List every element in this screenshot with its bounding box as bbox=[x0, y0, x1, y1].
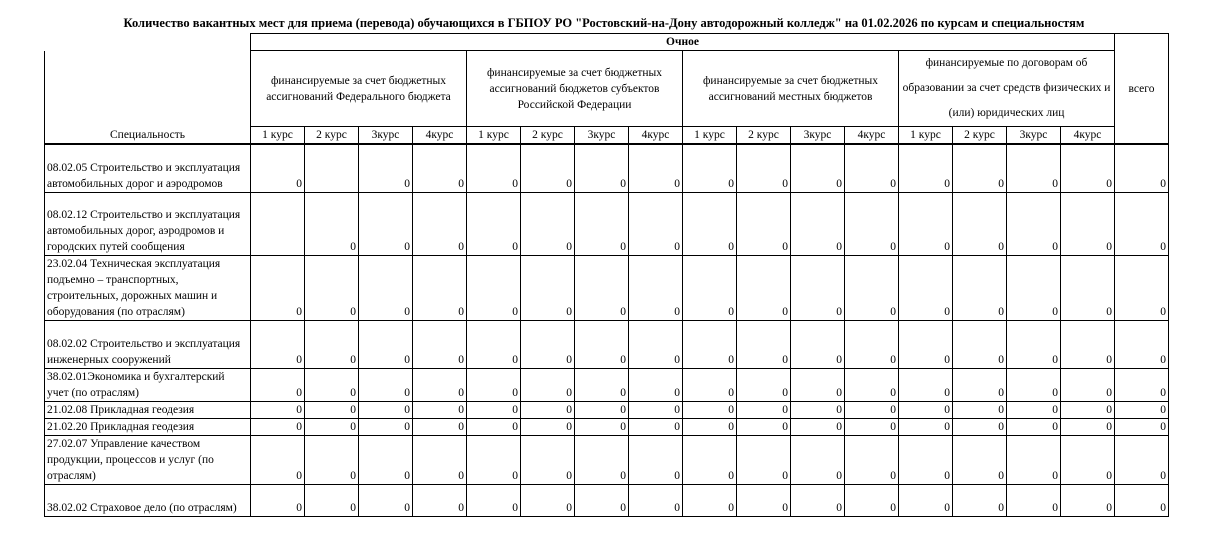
value-cell: 0 bbox=[575, 192, 629, 255]
value-cell: 0 bbox=[737, 192, 791, 255]
value-cell: 0 bbox=[899, 435, 953, 484]
value-cell: 0 bbox=[953, 418, 1007, 435]
value-cell: 0 bbox=[359, 144, 413, 192]
specialty-cell: 27.02.07 Управление качеством продукции, процессов и услуг (по отраслям) bbox=[45, 435, 251, 484]
value-cell: 0 bbox=[467, 192, 521, 255]
value-cell: 0 bbox=[845, 144, 899, 192]
value-cell: 0 bbox=[251, 418, 305, 435]
value-cell: 0 bbox=[305, 435, 359, 484]
value-cell: 0 bbox=[737, 368, 791, 401]
value-cell: 0 bbox=[629, 418, 683, 435]
course-header: 3курс bbox=[791, 127, 845, 145]
value-cell bbox=[251, 192, 305, 255]
group-contract: финансируемые по договорам об образовании за счет средств физических и (или) юридических лиц bbox=[899, 51, 1115, 127]
value-cell: 0 bbox=[467, 255, 521, 320]
value-cell: 0 bbox=[575, 435, 629, 484]
value-cell: 0 bbox=[359, 484, 413, 516]
value-cell: 0 bbox=[953, 320, 1007, 368]
total-cell: 0 bbox=[1115, 484, 1169, 516]
value-cell: 0 bbox=[1007, 144, 1061, 192]
table-row bbox=[45, 401, 1169, 418]
value-cell: 0 bbox=[845, 320, 899, 368]
value-cell: 0 bbox=[1061, 435, 1115, 484]
value-cell: 0 bbox=[899, 418, 953, 435]
group-federal: финансируемые за счет бюджетных ассигнований Федерального бюджета bbox=[251, 51, 467, 127]
course-header: 4курс bbox=[845, 127, 899, 145]
value-cell: 0 bbox=[305, 401, 359, 418]
value-cell: 0 bbox=[737, 418, 791, 435]
value-cell: 0 bbox=[791, 418, 845, 435]
value-cell: 0 bbox=[413, 192, 467, 255]
value-cell: 0 bbox=[359, 401, 413, 418]
value-cell: 0 bbox=[899, 192, 953, 255]
form-label: Очное bbox=[251, 34, 1115, 51]
value-cell: 0 bbox=[845, 368, 899, 401]
value-cell: 0 bbox=[413, 368, 467, 401]
value-cell: 0 bbox=[791, 144, 845, 192]
value-cell: 0 bbox=[953, 484, 1007, 516]
table-row bbox=[45, 255, 1169, 320]
table-row bbox=[45, 484, 1169, 516]
value-cell: 0 bbox=[251, 435, 305, 484]
value-cell: 0 bbox=[575, 368, 629, 401]
value-cell: 0 bbox=[629, 401, 683, 418]
value-cell: 0 bbox=[791, 255, 845, 320]
course-header: 3курс bbox=[359, 127, 413, 145]
value-cell: 0 bbox=[521, 435, 575, 484]
value-cell: 0 bbox=[629, 435, 683, 484]
value-cell: 0 bbox=[1007, 192, 1061, 255]
value-cell: 0 bbox=[1061, 418, 1115, 435]
value-cell: 0 bbox=[467, 484, 521, 516]
total-cell: 0 bbox=[1115, 435, 1169, 484]
value-cell: 0 bbox=[791, 435, 845, 484]
course-header: 2 курс bbox=[521, 127, 575, 145]
value-cell: 0 bbox=[575, 144, 629, 192]
value-cell: 0 bbox=[413, 144, 467, 192]
value-cell bbox=[305, 144, 359, 192]
total-cell: 0 bbox=[1115, 192, 1169, 255]
value-cell: 0 bbox=[629, 484, 683, 516]
course-header: 4курс bbox=[413, 127, 467, 145]
value-cell: 0 bbox=[845, 401, 899, 418]
specialty-cell: 23.02.04 Техническая эксплуатация подъемно – транспортных, строительных, дорожных машин и оборудования (по отраслям) bbox=[45, 255, 251, 320]
value-cell: 0 bbox=[1007, 368, 1061, 401]
value-cell: 0 bbox=[953, 255, 1007, 320]
value-cell: 0 bbox=[845, 418, 899, 435]
course-header: 2 курс bbox=[737, 127, 791, 145]
value-cell: 0 bbox=[791, 320, 845, 368]
value-cell: 0 bbox=[575, 320, 629, 368]
group-local: финансируемые за счет бюджетных ассигнований местных бюджетов bbox=[683, 51, 899, 127]
value-cell: 0 bbox=[1061, 368, 1115, 401]
value-cell: 0 bbox=[521, 320, 575, 368]
value-cell: 0 bbox=[1061, 484, 1115, 516]
table-row bbox=[45, 368, 1169, 401]
specialty-cell: 38.02.01Экономика и бухгалтерский учет (по отраслям) bbox=[45, 368, 251, 401]
value-cell: 0 bbox=[467, 320, 521, 368]
value-cell: 0 bbox=[359, 418, 413, 435]
value-cell: 0 bbox=[1061, 255, 1115, 320]
total-cell: 0 bbox=[1115, 368, 1169, 401]
specialty-cell: 08.02.12 Строительство и эксплуатация автомобильных дорог, аэродромов и городских путей сообщения bbox=[45, 192, 251, 255]
course-header: 2 курс bbox=[953, 127, 1007, 145]
value-cell: 0 bbox=[305, 320, 359, 368]
value-cell: 0 bbox=[791, 368, 845, 401]
value-cell: 0 bbox=[359, 435, 413, 484]
value-cell: 0 bbox=[845, 435, 899, 484]
value-cell: 0 bbox=[791, 192, 845, 255]
course-header: 4курс bbox=[629, 127, 683, 145]
value-cell: 0 bbox=[629, 368, 683, 401]
value-cell: 0 bbox=[953, 368, 1007, 401]
value-cell: 0 bbox=[413, 484, 467, 516]
value-cell: 0 bbox=[737, 401, 791, 418]
value-cell: 0 bbox=[1061, 401, 1115, 418]
value-cell: 0 bbox=[251, 401, 305, 418]
value-cell: 0 bbox=[683, 401, 737, 418]
value-cell: 0 bbox=[251, 320, 305, 368]
course-header: 1 курс bbox=[467, 127, 521, 145]
value-cell: 0 bbox=[305, 368, 359, 401]
value-cell: 0 bbox=[845, 192, 899, 255]
value-cell: 0 bbox=[683, 144, 737, 192]
value-cell: 0 bbox=[521, 418, 575, 435]
table-row bbox=[45, 320, 1169, 368]
value-cell: 0 bbox=[629, 144, 683, 192]
value-cell: 0 bbox=[467, 418, 521, 435]
value-cell: 0 bbox=[791, 484, 845, 516]
value-cell: 0 bbox=[467, 435, 521, 484]
value-cell: 0 bbox=[413, 320, 467, 368]
value-cell: 0 bbox=[521, 368, 575, 401]
value-cell: 0 bbox=[251, 368, 305, 401]
specialty-header: Специальность bbox=[45, 127, 251, 145]
value-cell: 0 bbox=[791, 401, 845, 418]
value-cell: 0 bbox=[737, 435, 791, 484]
value-cell: 0 bbox=[737, 255, 791, 320]
value-cell: 0 bbox=[899, 368, 953, 401]
value-cell: 0 bbox=[737, 144, 791, 192]
value-cell: 0 bbox=[899, 320, 953, 368]
course-header: 4курс bbox=[1061, 127, 1115, 145]
total-cell: 0 bbox=[1115, 255, 1169, 320]
value-cell: 0 bbox=[953, 144, 1007, 192]
value-cell: 0 bbox=[1061, 192, 1115, 255]
value-cell: 0 bbox=[467, 401, 521, 418]
value-cell: 0 bbox=[683, 418, 737, 435]
course-header: 1 курс bbox=[683, 127, 737, 145]
report-title: Количество вакантных мест для приема (перевода) обучающихся в ГБПОУ РО "Ростовский-на-Дону автодорожный колледж" на 01.02.2026 по курсам и специальностям bbox=[123, 16, 1085, 30]
course-header: 2 курс bbox=[305, 127, 359, 145]
value-cell: 0 bbox=[575, 484, 629, 516]
value-cell: 0 bbox=[467, 144, 521, 192]
value-cell: 0 bbox=[413, 401, 467, 418]
value-cell: 0 bbox=[899, 484, 953, 516]
specialty-cell: 21.02.08 Прикладная геодезия bbox=[45, 401, 251, 418]
specialty-header-spacer bbox=[45, 51, 251, 127]
total-header-top bbox=[1115, 34, 1169, 51]
value-cell: 0 bbox=[953, 401, 1007, 418]
value-cell: 0 bbox=[683, 484, 737, 516]
corner-cell bbox=[45, 34, 251, 51]
value-cell: 0 bbox=[1007, 320, 1061, 368]
value-cell: 0 bbox=[683, 255, 737, 320]
table-row bbox=[45, 418, 1169, 435]
table-row bbox=[45, 435, 1169, 484]
value-cell: 0 bbox=[683, 192, 737, 255]
value-cell: 0 bbox=[1007, 418, 1061, 435]
value-cell: 0 bbox=[1007, 484, 1061, 516]
value-cell: 0 bbox=[737, 484, 791, 516]
value-cell: 0 bbox=[359, 255, 413, 320]
value-cell: 0 bbox=[575, 255, 629, 320]
value-cell: 0 bbox=[629, 255, 683, 320]
value-cell: 0 bbox=[413, 255, 467, 320]
value-cell: 0 bbox=[305, 484, 359, 516]
total-cell: 0 bbox=[1115, 401, 1169, 418]
value-cell: 0 bbox=[683, 320, 737, 368]
total-header: всего bbox=[1115, 51, 1169, 127]
value-cell: 0 bbox=[683, 435, 737, 484]
value-cell: 0 bbox=[521, 192, 575, 255]
value-cell: 0 bbox=[899, 401, 953, 418]
value-cell: 0 bbox=[413, 418, 467, 435]
value-cell: 0 bbox=[521, 401, 575, 418]
specialty-cell: 08.02.02 Строительство и эксплуатация инженерных сооружений bbox=[45, 320, 251, 368]
course-header: 1 курс bbox=[899, 127, 953, 145]
specialty-cell: 08.02.05 Строительство и эксплуатация автомобильных дорог и аэродромов bbox=[45, 144, 251, 192]
value-cell: 0 bbox=[305, 418, 359, 435]
value-cell: 0 bbox=[953, 192, 1007, 255]
value-cell: 0 bbox=[305, 192, 359, 255]
total-header-bottom bbox=[1115, 127, 1169, 145]
table-row bbox=[45, 144, 1169, 192]
value-cell: 0 bbox=[413, 435, 467, 484]
course-header: 1 курс bbox=[251, 127, 305, 145]
value-cell: 0 bbox=[251, 484, 305, 516]
vacancy-table bbox=[44, 33, 1169, 517]
value-cell: 0 bbox=[1007, 401, 1061, 418]
specialty-cell: 38.02.02 Страховое дело (по отраслям) bbox=[45, 484, 251, 516]
value-cell: 0 bbox=[575, 401, 629, 418]
total-cell: 0 bbox=[1115, 418, 1169, 435]
value-cell: 0 bbox=[845, 484, 899, 516]
value-cell: 0 bbox=[899, 255, 953, 320]
value-cell: 0 bbox=[251, 144, 305, 192]
value-cell: 0 bbox=[251, 255, 305, 320]
group-regional: финансируемые за счет бюджетных ассигнований бюджетов субъектов Российской Федерации bbox=[467, 51, 683, 127]
value-cell: 0 bbox=[521, 144, 575, 192]
value-cell: 0 bbox=[359, 320, 413, 368]
value-cell: 0 bbox=[521, 484, 575, 516]
value-cell: 0 bbox=[899, 144, 953, 192]
value-cell: 0 bbox=[1007, 435, 1061, 484]
value-cell: 0 bbox=[737, 320, 791, 368]
value-cell: 0 bbox=[305, 255, 359, 320]
value-cell: 0 bbox=[1061, 144, 1115, 192]
table-row bbox=[45, 192, 1169, 255]
value-cell: 0 bbox=[1061, 320, 1115, 368]
value-cell: 0 bbox=[845, 255, 899, 320]
value-cell: 0 bbox=[629, 192, 683, 255]
total-cell: 0 bbox=[1115, 320, 1169, 368]
course-header: 3курс bbox=[575, 127, 629, 145]
value-cell: 0 bbox=[1007, 255, 1061, 320]
value-cell: 0 bbox=[629, 320, 683, 368]
value-cell: 0 bbox=[683, 368, 737, 401]
value-cell: 0 bbox=[359, 192, 413, 255]
value-cell: 0 bbox=[575, 418, 629, 435]
value-cell: 0 bbox=[953, 435, 1007, 484]
course-header: 3курс bbox=[1007, 127, 1061, 145]
total-cell: 0 bbox=[1115, 144, 1169, 192]
specialty-cell: 21.02.20 Прикладная геодезия bbox=[45, 418, 251, 435]
value-cell: 0 bbox=[359, 368, 413, 401]
value-cell: 0 bbox=[467, 368, 521, 401]
value-cell: 0 bbox=[521, 255, 575, 320]
